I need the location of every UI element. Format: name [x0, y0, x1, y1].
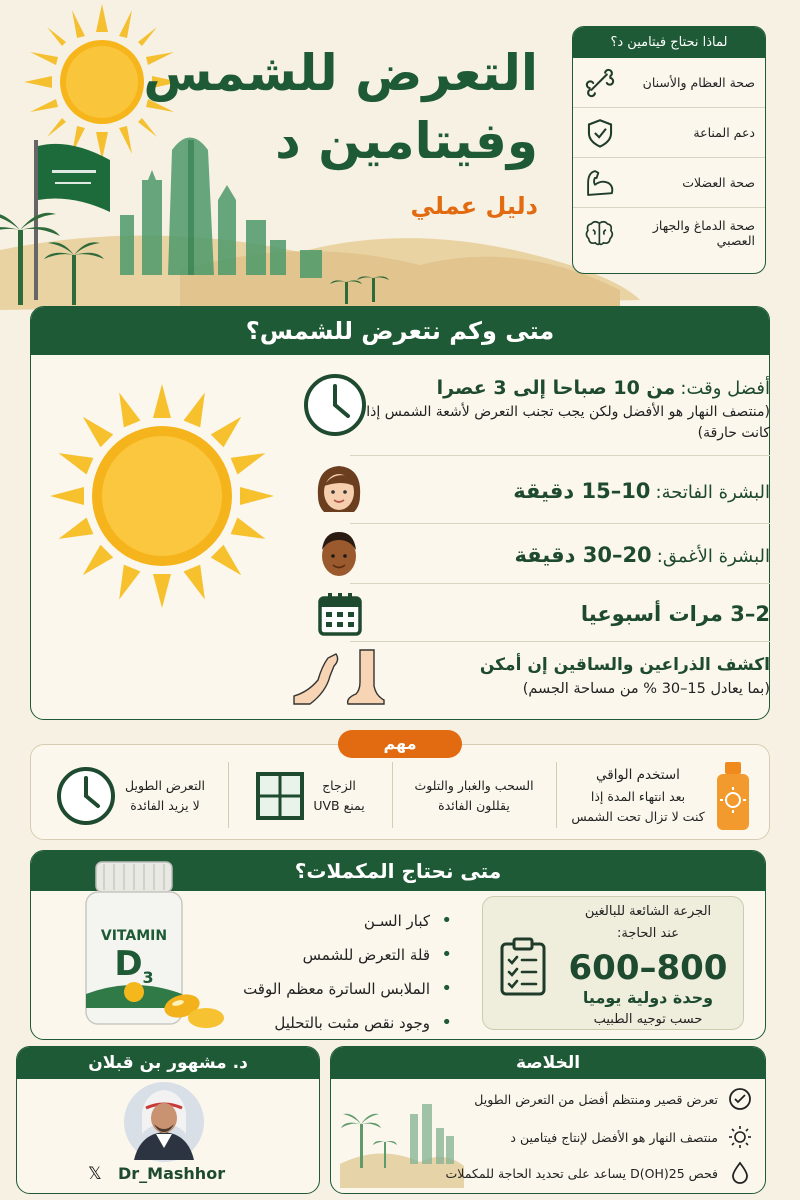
why-item-label: دعم المناعة	[693, 125, 755, 140]
frequency-value: 2–3 مرات أسبوعيا	[580, 601, 770, 626]
divider	[228, 762, 229, 828]
important-badge: مهم	[338, 730, 462, 758]
sun-outline-icon	[728, 1125, 752, 1149]
checklist-icon	[498, 936, 548, 998]
page-title-line1: التعرض للشمس	[143, 44, 538, 102]
arm-leg-icon	[290, 646, 386, 708]
dark-skin-label: البشرة الأغمق:	[656, 545, 770, 567]
dose-line2: عند الحاجة:	[617, 926, 679, 941]
summary-item	[510, 1120, 752, 1154]
blood-drop-icon	[728, 1161, 752, 1185]
bottle-label-d: D	[114, 944, 143, 984]
check-circle-icon	[728, 1087, 752, 1111]
dose-line1: الجرعة الشائعة للبالغين	[584, 904, 712, 919]
important-item-sunscreen	[560, 760, 764, 832]
long-exposure-line1: التعرض الطويل	[125, 778, 206, 793]
why-item-label: صحة العضلات	[682, 175, 755, 190]
expose-limbs-row	[350, 644, 770, 712]
muscle-icon	[583, 166, 617, 200]
author-handle: Dr_Mashhor	[118, 1164, 226, 1183]
dose-unit: وحدة دولية يوميا	[582, 988, 714, 1007]
why-card-title: لماذا نحتاج فيتامين د؟	[573, 27, 765, 58]
sunscreen-bottle-icon	[713, 760, 753, 832]
best-time-row	[350, 364, 770, 456]
brain-icon	[583, 216, 616, 250]
light-skin-label: البشرة الفاتحة:	[655, 481, 770, 503]
author-name: د. مشهور بن قبلان	[17, 1047, 319, 1079]
expose-note: (بما يعادل 15–30 % من مساحة الجسم)	[522, 681, 770, 698]
bone-icon	[583, 66, 617, 100]
light-skin-value: 10–15 دقيقة	[513, 478, 651, 503]
expose-main: اكشف الذراعين والساقين إن أمكن	[479, 655, 770, 676]
summary-item-text: منتصف النهار هو الأفضل لإنتاج فيتامين د	[510, 1129, 718, 1145]
shield-icon	[583, 116, 617, 150]
divider	[556, 762, 557, 828]
glass-line2: يمنع UVB	[313, 798, 365, 813]
clock-icon	[302, 372, 368, 438]
why-item	[573, 158, 765, 208]
best-time-label: أفضل وقت:	[680, 378, 770, 399]
softgel-capsules-icon	[160, 990, 230, 1030]
best-time-value: من 10 صباحا إلى 3 عصرا	[436, 377, 676, 399]
supplement-reasons-list	[243, 904, 456, 1040]
summary-item	[445, 1156, 752, 1190]
glass-line1: الزجاج	[322, 778, 356, 793]
bottle-label-3: 3	[142, 967, 154, 987]
list-item: • كبار السـن	[243, 904, 456, 938]
frequency-row	[350, 586, 770, 642]
divider	[392, 762, 393, 828]
bottle-label-vitamin: VITAMIN	[100, 928, 168, 944]
dose-value: 600–800	[568, 948, 728, 988]
clock-icon	[55, 765, 117, 827]
summary-item-text: تعرض قصير ومنتظم أفضل من التعرض الطويل	[474, 1091, 718, 1107]
page-subtitle: دليل عملي	[410, 192, 538, 220]
sunscreen-line2: بعد انتهاء المدة إذا	[590, 788, 686, 804]
bottle-label-d3	[86, 944, 182, 987]
why-item-label: صحة العظام والأسنان	[642, 75, 755, 90]
clouds-line2: يقللون الفائدة	[438, 798, 510, 813]
page-title-line2: وفيتامين د	[275, 112, 538, 170]
important-item-glass	[234, 760, 386, 832]
list-item: • الملابس الساترة معظم الوقت	[243, 972, 456, 1006]
avatar	[120, 1082, 208, 1162]
why-vitamin-d-card	[572, 26, 766, 274]
light-skin-face-icon	[312, 462, 366, 518]
dose-note: حسب توجيه الطبيب	[593, 1012, 703, 1027]
sunscreen-line1: استخدم الواقي	[596, 767, 680, 784]
list-item: • قلة التعرض للشمس	[243, 938, 456, 972]
summary-item	[474, 1082, 752, 1116]
why-item	[573, 58, 765, 108]
dark-skin-value: 20–30 دقيقة	[514, 542, 652, 567]
dark-skin-row	[350, 526, 770, 584]
summary-title: الخلاصة	[331, 1047, 765, 1079]
calendar-icon	[316, 590, 364, 638]
light-skin-row	[350, 458, 770, 524]
dark-skin-face-icon	[314, 528, 364, 582]
summary-item-text: فحص 25(OH)D يساعد على تحديد الحاجة للمكملات	[445, 1165, 718, 1181]
list-item: • وجود نقص مثبت بالتحليل	[243, 1006, 456, 1040]
important-item-clouds	[394, 760, 554, 832]
why-item-label: صحة الدماغ والجهاز العصبي	[652, 218, 755, 248]
why-item	[573, 208, 765, 258]
window-icon	[255, 771, 305, 821]
supplements-title: متى نحتاج المكملات؟	[31, 851, 765, 891]
long-exposure-line2: لا يزيد الفائدة	[130, 798, 200, 813]
sun-exposure-title: متى وكم نتعرض للشمس؟	[31, 307, 769, 355]
x-logo-icon: 𝕏	[88, 1164, 102, 1184]
sun-icon	[44, 378, 280, 614]
why-item	[573, 108, 765, 158]
sunscreen-line3: كنت لا تزال تحت الشمس	[571, 808, 705, 824]
best-time-note: (منتصف النهار هو الأفضل ولكن يجب تجنب التعرض لأشعة الشمس إذا كانت حارقة)	[366, 404, 770, 441]
clouds-line1: السحب والغبار والتلوث	[414, 778, 534, 793]
important-item-long-exposure	[36, 760, 224, 832]
